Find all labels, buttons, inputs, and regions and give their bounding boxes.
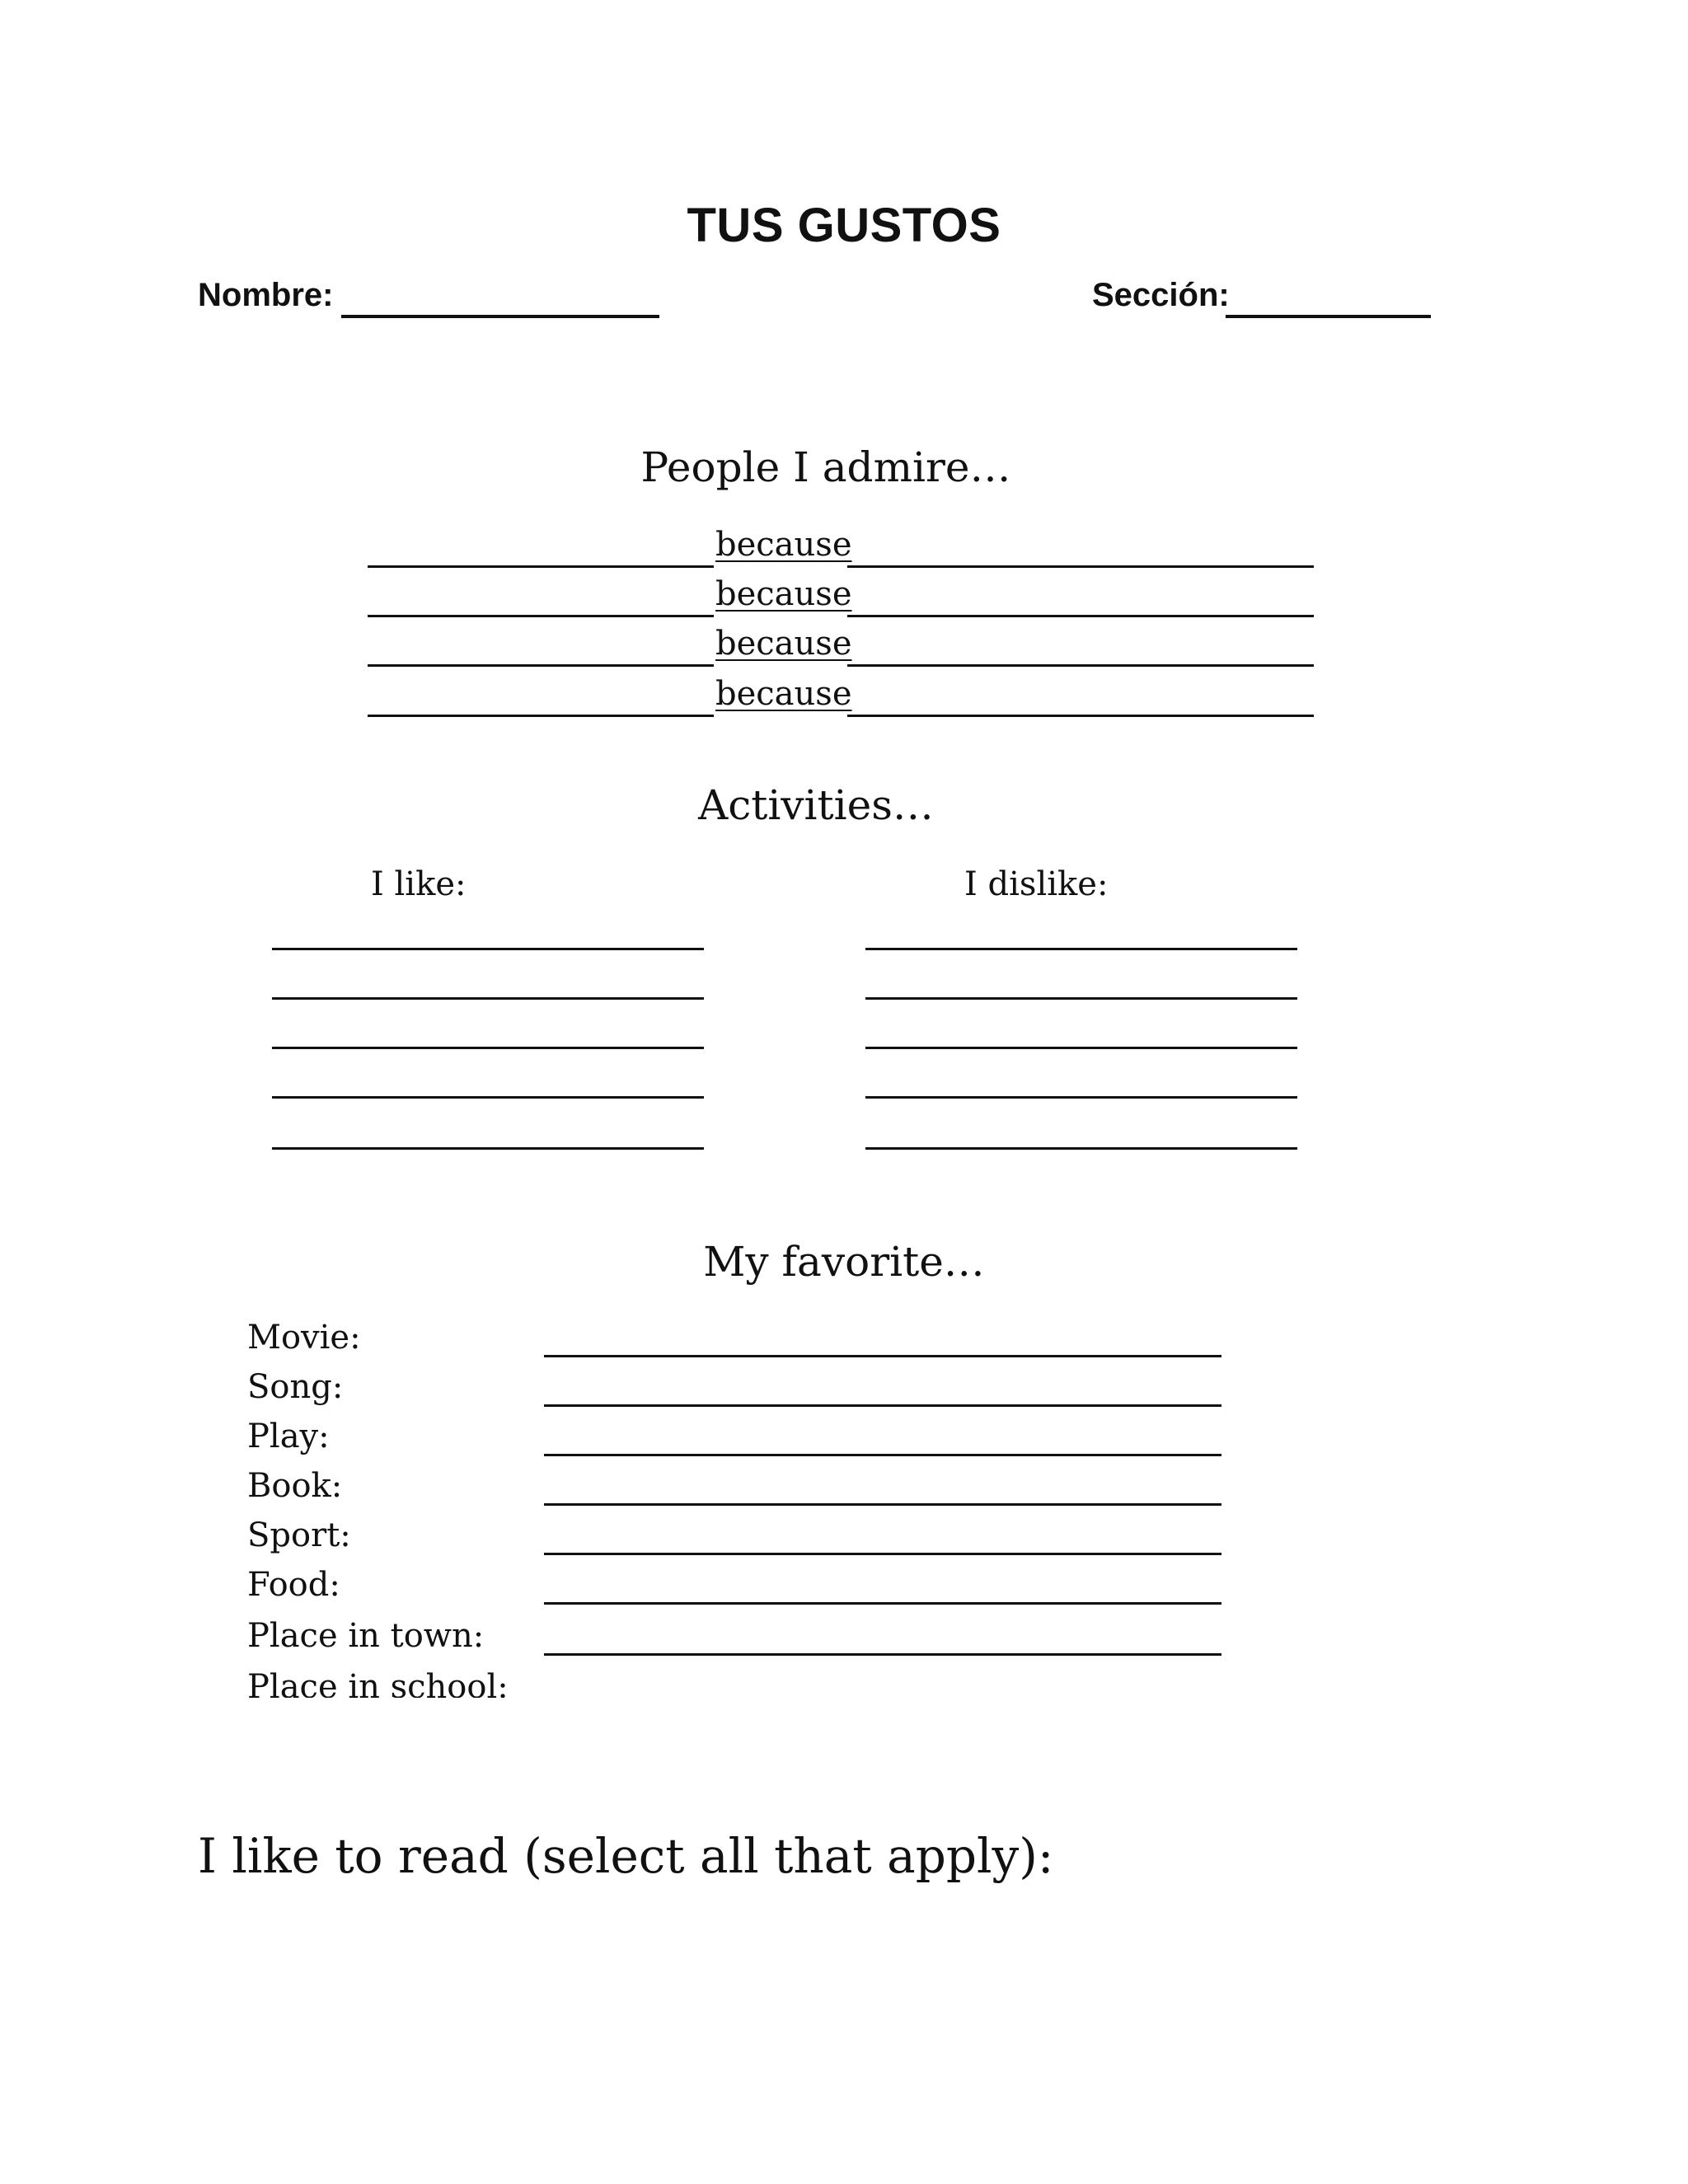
favorite-heading: My favorite… — [703, 1238, 985, 1286]
dislike-field[interactable] — [865, 1147, 1297, 1150]
favorite-food-label: Food: — [247, 1566, 340, 1604]
because-label: because — [715, 575, 852, 613]
reason-field[interactable] — [847, 565, 1314, 568]
people-heading: People I admire… — [640, 443, 1011, 491]
because-label: because — [715, 526, 852, 564]
like-field[interactable] — [272, 948, 704, 950]
reason-field[interactable] — [847, 615, 1314, 617]
favorite-song-label: Song: — [247, 1368, 344, 1406]
person-name-field[interactable] — [368, 664, 714, 667]
favorite-food-field[interactable] — [544, 1602, 1221, 1605]
nombre-field[interactable] — [341, 315, 659, 318]
reading-prompt: I like to read (select all that apply): — [198, 1828, 1054, 1884]
favorite-play-field[interactable] — [544, 1454, 1221, 1456]
favorite-sport-field[interactable] — [544, 1553, 1221, 1555]
person-name-field[interactable] — [368, 565, 714, 568]
person-name-field[interactable] — [368, 615, 714, 617]
like-field[interactable] — [272, 1147, 704, 1150]
seccion-field[interactable] — [1226, 315, 1431, 318]
person-name-field[interactable] — [368, 715, 714, 717]
favorite-place-school-clip — [231, 1663, 643, 1698]
seccion-label: Sección: — [1092, 277, 1230, 313]
dislike-field[interactable] — [865, 1047, 1297, 1049]
because-label: because — [715, 625, 852, 663]
like-field[interactable] — [272, 1096, 704, 1099]
like-label: I like: — [371, 865, 467, 903]
like-field[interactable] — [272, 1047, 704, 1049]
dislike-field[interactable] — [865, 997, 1297, 1000]
dislike-field[interactable] — [865, 1096, 1297, 1099]
nombre-label: Nombre: — [198, 277, 334, 313]
favorite-book-label: Book: — [247, 1467, 343, 1505]
page-title: TUS GUSTOS — [687, 199, 1001, 252]
reason-field[interactable] — [847, 715, 1314, 717]
dislike-field[interactable] — [865, 948, 1297, 950]
favorite-song-field[interactable] — [544, 1404, 1221, 1407]
favorite-movie-field[interactable] — [544, 1355, 1221, 1357]
favorite-movie-label: Movie: — [247, 1319, 361, 1357]
because-label: because — [715, 675, 852, 713]
favorite-place-town-label: Place in town: — [247, 1617, 485, 1655]
dislike-label: I dislike: — [964, 865, 1109, 903]
favorite-place-town-field[interactable] — [544, 1653, 1221, 1656]
activities-heading: Activities… — [698, 781, 934, 829]
reason-field[interactable] — [847, 664, 1314, 667]
favorite-play-label: Play: — [247, 1418, 330, 1455]
favorite-place-school-label: Place in school: — [247, 1668, 509, 1698]
favorite-book-field[interactable] — [544, 1503, 1221, 1506]
favorite-sport-label: Sport: — [247, 1516, 351, 1554]
like-field[interactable] — [272, 997, 704, 1000]
